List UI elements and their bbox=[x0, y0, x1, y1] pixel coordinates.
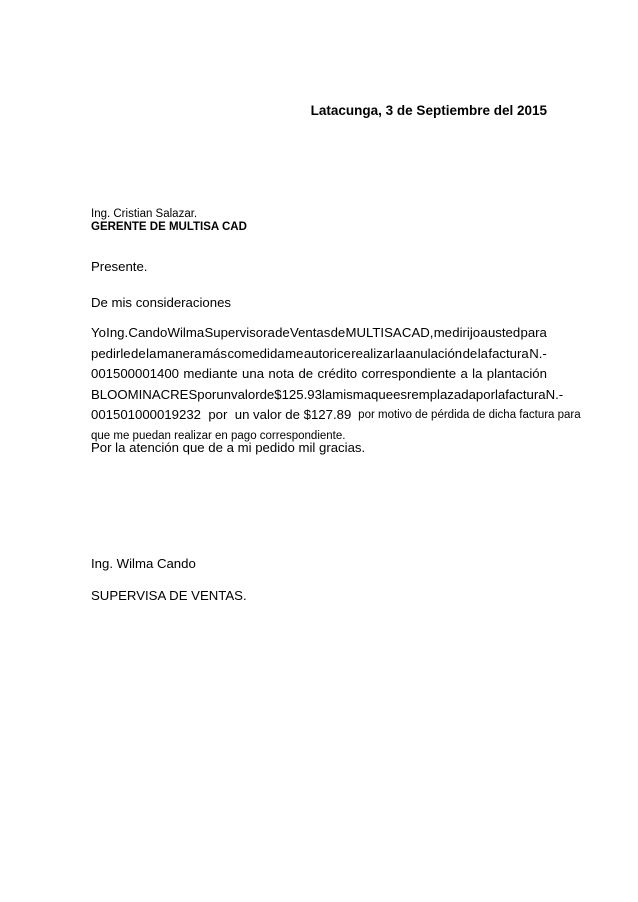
paragraph-word: autorice bbox=[303, 345, 351, 361]
paragraph-line-6: que me puedan realizar en pago correspondiente. bbox=[91, 429, 346, 442]
paragraph-word: factura bbox=[488, 345, 529, 361]
paragraph-line-4 bbox=[91, 385, 564, 406]
paragraph-word: a bbox=[460, 366, 468, 381]
paragraph-word: un bbox=[216, 386, 231, 402]
paragraph-word: misma bbox=[332, 386, 372, 402]
paragraph-word: crédito bbox=[317, 366, 358, 381]
paragraph-word: es bbox=[393, 386, 407, 402]
paragraph-word: me bbox=[285, 345, 304, 361]
main-paragraph bbox=[91, 323, 581, 446]
paragraph-word: la bbox=[321, 386, 333, 402]
paragraph-line-3 bbox=[91, 364, 547, 385]
paragraph-word: dirijo bbox=[452, 325, 481, 340]
paragraph-word: manera bbox=[156, 345, 202, 361]
paragraph-word: MULTISA bbox=[345, 325, 402, 340]
paragraph-word: plantación bbox=[486, 366, 547, 381]
paragraph-word: a bbox=[480, 325, 488, 340]
signature-role: SUPERVISA DE VENTAS. bbox=[91, 588, 247, 603]
paragraph-word: que bbox=[371, 386, 394, 402]
paragraph-word: por bbox=[197, 386, 217, 402]
paragraph-word: factura bbox=[505, 386, 546, 402]
paragraph-word: de bbox=[259, 386, 275, 402]
paragraph-word: una bbox=[242, 366, 265, 381]
paragraph-line-5-small: por motivo de pérdida de dicha factura para bbox=[354, 409, 581, 421]
paragraph-word: N.- bbox=[529, 345, 547, 361]
paragraph-word: N.- bbox=[545, 386, 564, 402]
paragraph-word: nota bbox=[268, 366, 295, 381]
paragraph-word: usted bbox=[487, 325, 521, 340]
recipient-name: Ing. Cristian Salazar. bbox=[91, 208, 198, 220]
paragraph-word: Ventas bbox=[289, 325, 331, 340]
paragraph-word: la bbox=[394, 345, 406, 361]
paragraph-word: de bbox=[298, 366, 314, 381]
paragraph-word: Wilma bbox=[167, 325, 205, 340]
paragraph-word: remplazada bbox=[407, 386, 476, 402]
closing-line: Por la atención que de a mi pedido mil gracias. bbox=[91, 440, 366, 455]
paragraph-word: 001500001400 bbox=[91, 366, 180, 381]
paragraph-word: Supervisora bbox=[204, 325, 275, 340]
recipient-block bbox=[91, 208, 247, 234]
paragraph-word: la bbox=[472, 366, 483, 381]
paragraph-word: la bbox=[146, 345, 157, 361]
paragraph-word: por bbox=[475, 386, 495, 402]
paragraph-word: CAD, bbox=[401, 325, 434, 340]
paragraph-word: $125.93 bbox=[274, 386, 322, 402]
paragraph-line-5-main: 001501000019232 por un valor de $127.89 bbox=[91, 407, 355, 422]
paragraph-word: realizar bbox=[351, 345, 395, 361]
paragraph-word: de bbox=[330, 325, 346, 340]
greeting: Presente. bbox=[91, 259, 148, 274]
paragraph-word: la bbox=[477, 345, 488, 361]
paragraph-line-1 bbox=[91, 323, 547, 344]
paragraph-line-2 bbox=[91, 344, 547, 365]
paragraph-word: mediante bbox=[183, 366, 238, 381]
paragraph-word: me bbox=[433, 325, 453, 340]
paragraph-word: de bbox=[275, 325, 290, 340]
recipient-title: GERENTE DE MULTISA CAD bbox=[91, 221, 247, 233]
paragraph-word: la bbox=[494, 386, 506, 402]
date-line: Latacunga, 3 de Septiembre del 2015 bbox=[310, 103, 547, 118]
paragraph-word: anulación bbox=[405, 345, 463, 361]
paragraph-word: más bbox=[202, 345, 227, 361]
paragraph-word: de bbox=[131, 345, 146, 361]
paragraph-line-5 bbox=[91, 405, 581, 426]
paragraph-word: pedirle bbox=[91, 345, 131, 361]
paragraph-word: Ing. bbox=[106, 325, 129, 340]
paragraph-word: de bbox=[462, 345, 478, 361]
paragraph-word: para bbox=[520, 325, 547, 340]
paragraph-word: Cando bbox=[128, 325, 168, 340]
paragraph-word: valor bbox=[231, 386, 260, 402]
paragraph-word: Yo bbox=[91, 325, 106, 340]
paragraph-word: comedida bbox=[227, 345, 285, 361]
paragraph-word: correspondiente bbox=[361, 366, 457, 381]
paragraph-word: BLOOMINACRES bbox=[91, 386, 198, 402]
opening-line: De mis consideraciones bbox=[91, 295, 231, 310]
signature-name: Ing. Wilma Cando bbox=[91, 556, 196, 571]
